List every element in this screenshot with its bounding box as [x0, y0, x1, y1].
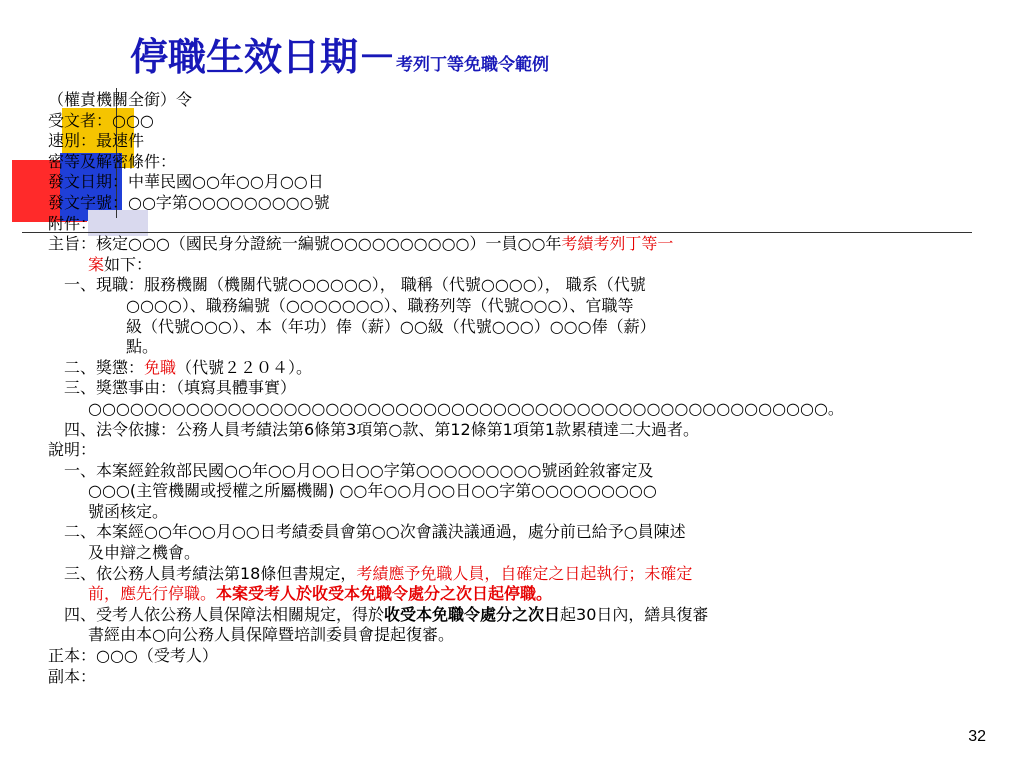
- explanation-2-line: 二、本案經○○年○○月○○日考績委員會第○○次會議決議通過，處分前已給予○員陳述: [64, 522, 686, 542]
- item-2-line: [48, 358, 1008, 379]
- explanation-4-bold: 收受本免職令處分之次日: [384, 604, 561, 624]
- doc-number-line: 發文字號：○○字第○○○○○○○○○號: [48, 192, 330, 212]
- subject-highlight-2: 案: [88, 254, 105, 274]
- explanation-4-text-2: 起30日內，繕具復審: [560, 604, 709, 624]
- explanation-4-line-2: 書經由本○向公務人員保障暨培訓委員會提起復審。: [88, 625, 454, 645]
- subject-line: [48, 234, 1008, 255]
- explanation-3-highlight: 考績應予免職人員，自確定之日起執行；未確定: [356, 563, 693, 583]
- attachment-line: 附件：: [48, 213, 97, 233]
- page-number: 32: [968, 728, 986, 745]
- explanation-1-line: 一、本案經銓敘部民國○○年○○月○○日○○字第○○○○○○○○○號函銓敘審定及: [64, 460, 654, 480]
- explanation-3-text: 三、依公務人員考績法第18條但書規定，: [64, 563, 357, 583]
- issuer-line: （權責機關全銜）令: [48, 90, 193, 109]
- explanation-4-line: [48, 605, 1008, 626]
- date-line: 發文日期：中華民國○○年○○月○○日: [48, 172, 324, 192]
- explanation-3-line: [48, 564, 1008, 585]
- explanation-1-line-3: 號函核定。: [88, 501, 169, 521]
- subject-highlight: 考績考列丁等一: [561, 234, 674, 254]
- subject-text: 主旨：核定○○○（國民身分證統一編號○○○○○○○○○○）一員○○年: [48, 234, 562, 254]
- title-dash: －: [358, 35, 397, 79]
- subject-text-2: 如下：: [104, 254, 153, 274]
- explanation-2-line-2: 及申辯之機會。: [88, 543, 201, 563]
- item-3-line: 三、獎懲事由：（填寫具體事實）: [64, 378, 297, 398]
- explanation-3-line-2: [48, 584, 1008, 605]
- title-sub-bold: 範例: [515, 55, 550, 75]
- copy-line: 副本：: [48, 666, 97, 686]
- item-2-code: （代號２２０４）。: [176, 357, 313, 377]
- slide-title: [130, 26, 549, 81]
- item-1-line-4: 點。: [126, 337, 159, 357]
- explanation-4-text: 四、受考人依公務人員保障法相關規定，得於: [64, 604, 385, 624]
- explanation-1-line-2: ○○○(主管機關或授權之所屬機關) ○○年○○月○○日○○字第○○○○○○○○○: [88, 481, 657, 501]
- speed-line: 速別：最速件: [48, 131, 145, 151]
- item-3-placeholder: ○○○○○○○○○○○○○○○○○○○○○○○○○○○○○○○○○○○○○○○○○○○○○○○○○○○○○。: [88, 398, 844, 418]
- document-body: [48, 90, 1008, 687]
- original-copy-line: 正本：○○○（受考人）: [48, 646, 218, 666]
- item-1-line: 一、現職：服務機關（機關代號○○○○○○）， 職稱（代號○○○○）， 職系（代號: [64, 275, 646, 295]
- title-main: 停職生效日期: [130, 35, 359, 79]
- item-4-line: 四、法令依據：公務人員考績法第6條第3項第○款、第12條第1項第1款累積達二大過者。: [64, 419, 700, 439]
- recipient-line: 受文者：○○○: [48, 110, 154, 130]
- title-sub: 考列丁等免職令: [396, 55, 516, 75]
- explanation-3-highlight-2: 前，應先行停職。: [88, 584, 217, 604]
- item-2-highlight: 免職: [144, 357, 177, 377]
- item-1-line-3: 級（代號○○○）、本（年功）俸（薪）○○級（代號○○○）○○○俸（薪）: [126, 316, 656, 336]
- item-1-line-2: ○○○○）、職務編號（○○○○○○○）、職務列等（代號○○○）、官職等: [126, 295, 634, 315]
- explanation-label: 說明：: [48, 440, 97, 460]
- security-line: 密等及解密條件：: [48, 151, 177, 171]
- subject-line-2: [48, 255, 1008, 276]
- explanation-3-bold-highlight: 本案受考人於收受本免職令處分之次日起停職。: [216, 584, 553, 604]
- item-2-label: 二、獎懲：: [64, 357, 145, 377]
